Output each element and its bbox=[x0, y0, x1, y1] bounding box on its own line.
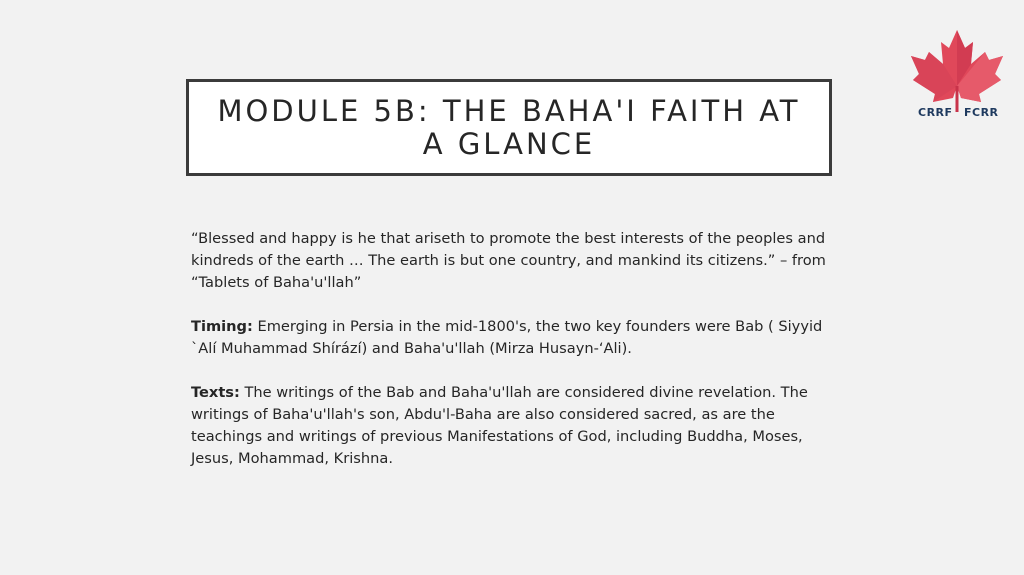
slide-content bbox=[191, 228, 841, 492]
logo-text-crrf: CRRF bbox=[918, 106, 953, 119]
logo-text-fcrr: FCRR bbox=[964, 106, 999, 119]
texts-paragraph bbox=[191, 382, 841, 470]
title-box bbox=[186, 79, 832, 176]
timing-paragraph bbox=[191, 316, 841, 360]
slide-title: MODULE 5B: THE BAHA'I FAITH AT A GLANCE bbox=[217, 93, 801, 161]
timing-text: Emerging in Persia in the mid-1800's, the two key founders were Bab ( Siyyid `Alí Muhammad Shírází) and Baha'u'llah (Mirza Husayn-‘Ali). bbox=[191, 318, 823, 357]
texts-text: The writings of the Bab and Baha'u'llah are considered divine revelation. The writings of Baha'u'llah's son, Abdu'l-Baha are also considered sacred, as are the teachings and writings of previous Manifestations of God, including Buddha, Moses, Jesus, Mohammad, Krishna. bbox=[191, 384, 808, 467]
timing-label: Timing: bbox=[191, 318, 253, 335]
crrf-logo bbox=[905, 28, 1009, 128]
quote-paragraph: “Blessed and happy is he that ariseth to promote the best interests of the peoples and kindreds of the earth … The earth is but one country, and mankind its citizens.” – from “Tablets of Baha'u'llah” bbox=[191, 230, 826, 291]
texts-label: Texts: bbox=[191, 384, 240, 401]
